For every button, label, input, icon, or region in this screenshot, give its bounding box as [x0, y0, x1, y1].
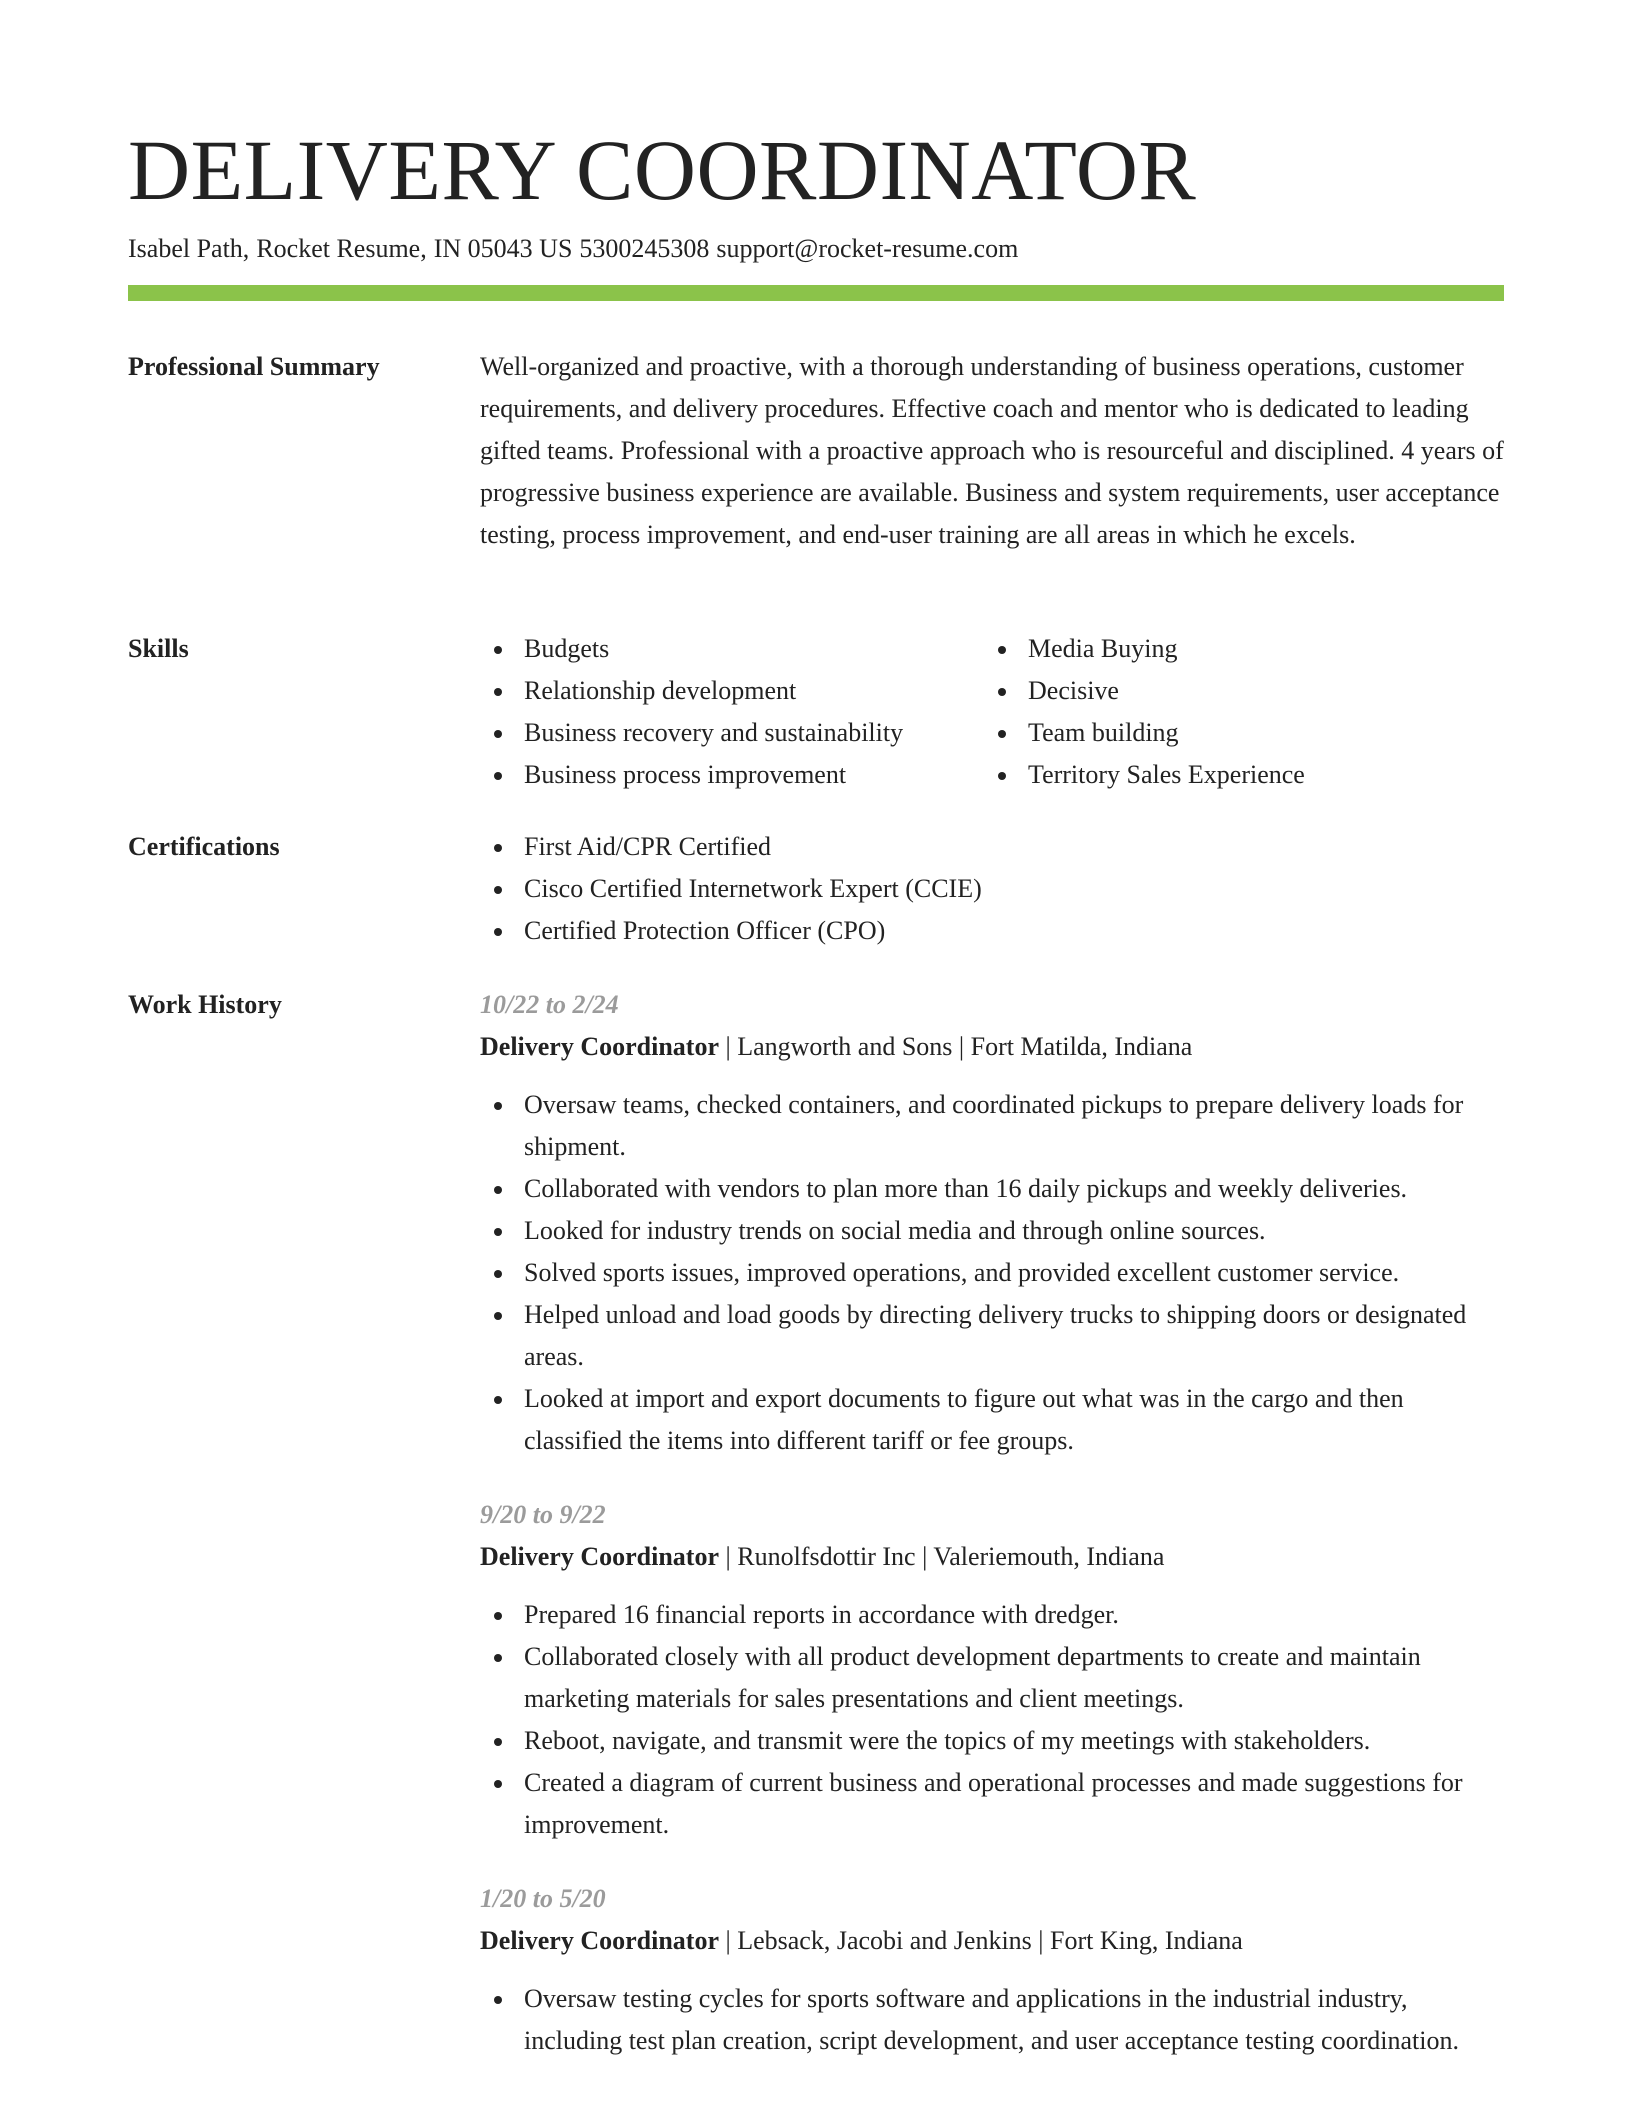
job-duty: Prepared 16 financial reports in accordance with dredger. [480, 1594, 1504, 1636]
skills-list-left [480, 628, 984, 796]
work-history-heading: Work History [128, 990, 282, 1019]
skill-item: Relationship development [480, 670, 984, 712]
skills-list-right [984, 628, 1504, 796]
job-dates: 10/22 to 2/24 [480, 990, 619, 1019]
job-entry [480, 984, 1504, 1462]
skill-item: Business process improvement [480, 754, 984, 796]
certifications-list [480, 826, 1504, 952]
job-title: Delivery Coordinator [480, 1926, 720, 1955]
contact-line [128, 230, 1018, 268]
skill-item: Team building [984, 712, 1504, 754]
job-entry [480, 1494, 1504, 1846]
certifications-heading: Certifications [128, 832, 280, 861]
job-duty: Oversaw testing cycles for sports software and applications in the industrial industry, including test plan creation, script development, and user acceptance testing coordination. [480, 1978, 1504, 2062]
skill-item: Media Buying [984, 628, 1504, 670]
job-duty: Solved sports issues, improved operations, and provided excellent customer service. [480, 1252, 1504, 1294]
job-duty: Helped unload and load goods by directing delivery trucks to shipping doors or designated areas. [480, 1294, 1504, 1378]
job-duties-list [480, 1594, 1504, 1846]
certification-item: First Aid/CPR Certified [480, 826, 1504, 868]
job-duty: Created a diagram of current business and operational processes and made suggestions for improvement. [480, 1762, 1504, 1846]
job-duty: Looked at import and export documents to figure out what was in the cargo and then classified the items into different tariff or fee groups. [480, 1378, 1504, 1462]
skill-item: Business recovery and sustainability [480, 712, 984, 754]
job-employer-location: | Runolfsdottir Inc | Valeriemouth, Indiana [719, 1542, 1165, 1571]
summary-heading: Professional Summary [128, 352, 380, 381]
skill-item: Budgets [480, 628, 984, 670]
certification-item: Cisco Certified Internetwork Expert (CCIE) [480, 868, 1504, 910]
header-divider [128, 285, 1504, 301]
contact-email: support@rocket-resume.com [716, 234, 1019, 263]
contact-phone: 5300245308 [579, 234, 710, 263]
job-duties-list [480, 1978, 1504, 2062]
job-employer-location: | Lebsack, Jacobi and Jenkins | Fort King, Indiana [719, 1926, 1243, 1955]
job-title: Delivery Coordinator [480, 1542, 720, 1571]
job-header [480, 1536, 1504, 1578]
job-duty: Oversaw teams, checked containers, and coordinated pickups to prepare delivery loads for shipment. [480, 1084, 1504, 1168]
job-duty: Looked for industry trends on social media and through online sources. [480, 1210, 1504, 1252]
skill-item: Territory Sales Experience [984, 754, 1504, 796]
job-employer-location: | Langworth and Sons | Fort Matilda, Indiana [719, 1032, 1193, 1061]
skills-heading: Skills [128, 634, 189, 663]
job-header [480, 1920, 1504, 1962]
job-duty: Reboot, navigate, and transmit were the topics of my meetings with stakeholders. [480, 1720, 1504, 1762]
job-duties-list [480, 1084, 1504, 1462]
resume-title: DELIVERY COORDINATOR [128, 122, 1197, 218]
resume-page [128, 0, 1504, 2112]
job-duty: Collaborated closely with all product development departments to create and maintain marketing materials for sales presentations and client meetings. [480, 1636, 1504, 1720]
contact-company: Rocket Resume, [256, 234, 427, 263]
job-duty: Collaborated with vendors to plan more than 16 daily pickups and weekly deliveries. [480, 1168, 1504, 1210]
job-title: Delivery Coordinator [480, 1032, 720, 1061]
skill-item: Decisive [984, 670, 1504, 712]
job-dates: 1/20 to 5/20 [480, 1884, 606, 1913]
job-entry [480, 1878, 1504, 2062]
contact-name: Isabel Path, [128, 234, 250, 263]
summary-text: Well-organized and proactive, with a thorough understanding of business operations, customer requirements, and delivery procedures. Effective coach and mentor who is dedicated to leading gifted teams. Professional with a proactive approach who is resourceful and disciplined. 4 years of progressive business experience are available. Business and system requirements, user acceptance testing, process improvement, and end-user training are all areas in which he excels. [480, 352, 1504, 549]
job-dates: 9/20 to 9/22 [480, 1500, 606, 1529]
contact-location: IN 05043 US [433, 234, 573, 263]
certification-item: Certified Protection Officer (CPO) [480, 910, 1504, 952]
job-header [480, 1026, 1504, 1068]
